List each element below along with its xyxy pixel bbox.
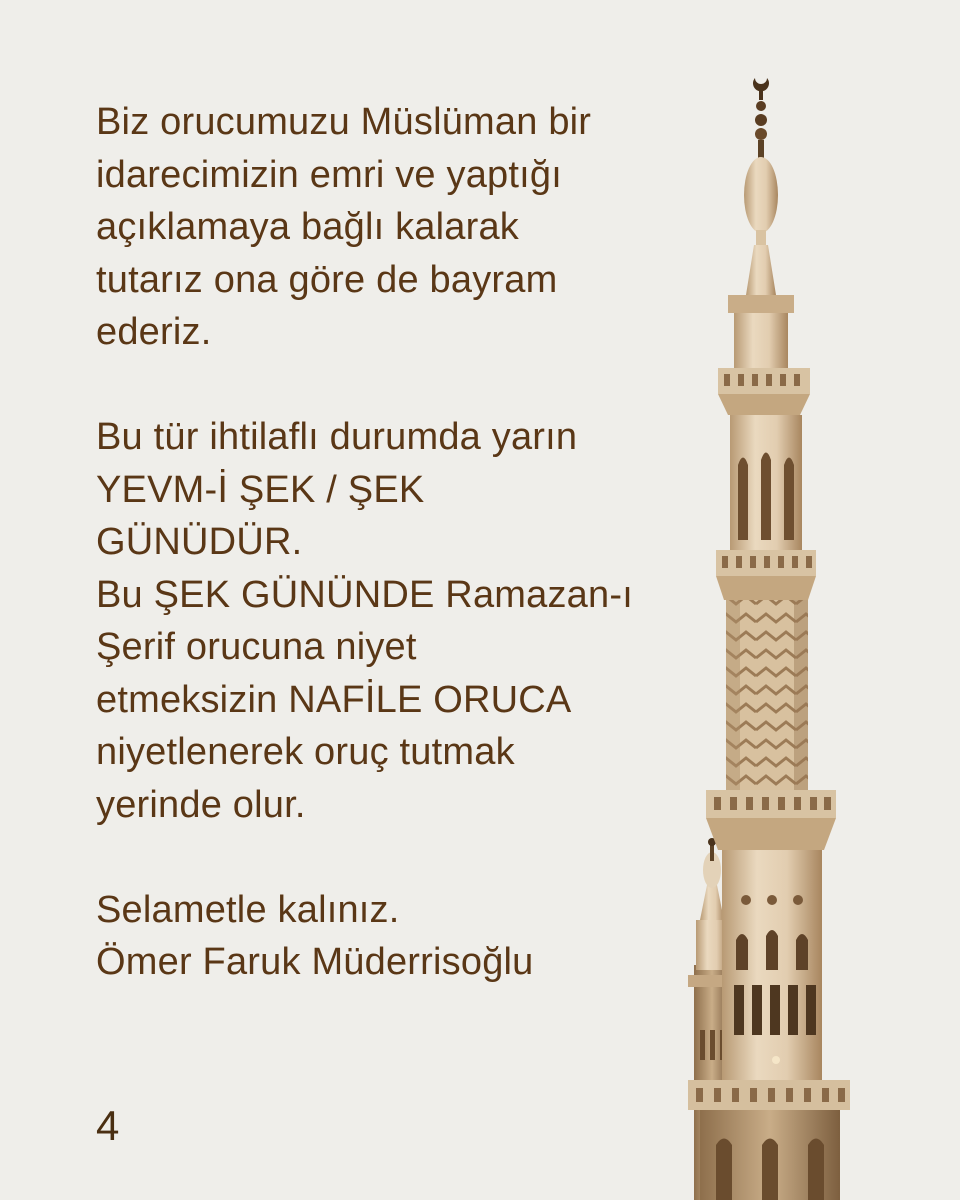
minaret-image [676, 70, 876, 1200]
text-line: Biz orucumuzu Müslüman bir [96, 101, 592, 143]
text-line: GÜNÜDÜR. [96, 521, 303, 563]
text-line: Bu tür ihtilaflı durumda yarın [96, 416, 578, 458]
closing-greeting: Selametle kalınız. [96, 888, 400, 931]
paragraph-intro [96, 96, 686, 359]
text-line: tutarız ona göre de bayram [96, 258, 558, 301]
text-line: Bu ŞEK GÜNÜNDE Ramazan-ı [96, 573, 633, 616]
text-line: açıklamaya bağlı kalarak [96, 206, 520, 248]
text-line: etmeksizin NAFİLE ORUCA [96, 678, 572, 721]
paragraph-closing [96, 884, 686, 989]
text-line: YEVM-İ ŞEK / ŞEK [96, 468, 425, 511]
author-name: Ömer Faruk Müderrisoğlu [96, 941, 534, 983]
paragraph-sek-day [96, 411, 686, 831]
page-number: 4 [96, 1102, 120, 1149]
text-line: idarecimizin emri ve yaptığı [96, 153, 562, 196]
text-line: ederiz. [96, 311, 212, 353]
main-text-block [96, 96, 686, 1041]
text-line: Şerif orucuna niyet [96, 626, 417, 668]
text-line: yerinde olur. [96, 783, 306, 826]
text-line: niyetlenerek oruç tutmak [96, 731, 515, 773]
